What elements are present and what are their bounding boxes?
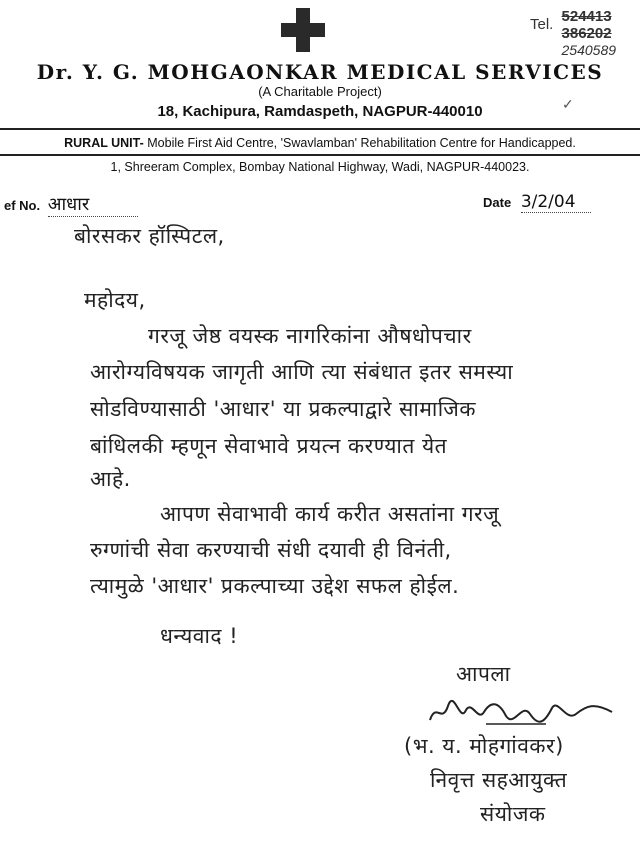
body-line-3: सोडविण्यासाठी 'आधार' या प्रकल्पाद्वारे सामाजिक (90, 397, 476, 421)
thanks: धन्यवाद ! (160, 624, 239, 648)
rural-unit-label: RURAL UNIT- (64, 136, 144, 150)
tel-label: Tel. (530, 16, 554, 33)
body-line-7: रुग्णांची सेवा करण्याची संधी दयावी ही विनंती, (90, 538, 452, 562)
telephone-block (530, 8, 616, 59)
signature-scribble (426, 694, 616, 734)
organization-title: Dr. Y. G. MOHGAONKAR MEDICAL SERVICES (36, 60, 604, 84)
recipient: बोरसकर हॉस्पिटल, (74, 224, 225, 248)
body-line-2: आरोग्यविषयक जागृती आणि त्या संबंधात इतर समस्या (90, 360, 514, 384)
divider-top (0, 128, 640, 130)
red-cross-logo (281, 8, 325, 52)
date-value: 3/2/04 (521, 192, 591, 213)
divider-bottom (0, 154, 640, 156)
reference-label: ef No. (4, 198, 41, 213)
body-line-1: गरजू जेष्ठ वयस्क नागरिकांना औषधोपचार (148, 324, 472, 348)
rural-unit-text: Mobile First Aid Centre, 'Swavlamban' Rehabilitation Centre for Handicapped. (147, 136, 576, 150)
reference-field (4, 192, 138, 217)
body-line-4: बांधिलकी म्हणून सेवाभावे प्रयत्न करण्यात येत (90, 434, 448, 458)
rural-unit-address: 1, Shreeram Complex, Bombay National Highway, Wadi, NAGPUR-440023. (110, 160, 530, 174)
organization-subtitle: (A Charitable Project) (258, 84, 382, 99)
organization-address: 18, Kachipura, Ramdaspeth, NAGPUR-440010 (157, 103, 483, 120)
tel-number-struck-2: 386202 (561, 25, 612, 42)
body-line-8: त्यामुळे 'आधार' प्रकल्पाच्या उद्देश सफल होईल. (90, 574, 460, 598)
date-field (483, 192, 591, 213)
signatory-designation: निवृत्त सहआयुक्त (430, 768, 568, 792)
closing: आपला (456, 662, 511, 686)
rural-unit-line (0, 136, 640, 150)
signatory-role: संयोजक (480, 802, 546, 826)
body-line-5: आहे. (90, 467, 131, 491)
salutation: महोदय, (84, 288, 146, 312)
date-label: Date (483, 195, 512, 210)
tel-number-struck-1: 524413 (561, 8, 612, 25)
reference-value: आधार (48, 192, 138, 217)
tel-number-handwritten: 2540589 (561, 42, 617, 58)
signatory-name: (भ. य. मोहगांवकर) (404, 734, 564, 758)
check-mark: ✓ (562, 96, 574, 112)
body-line-6: आपण सेवाभावी कार्य करीत असतांना गरजू (160, 502, 500, 526)
